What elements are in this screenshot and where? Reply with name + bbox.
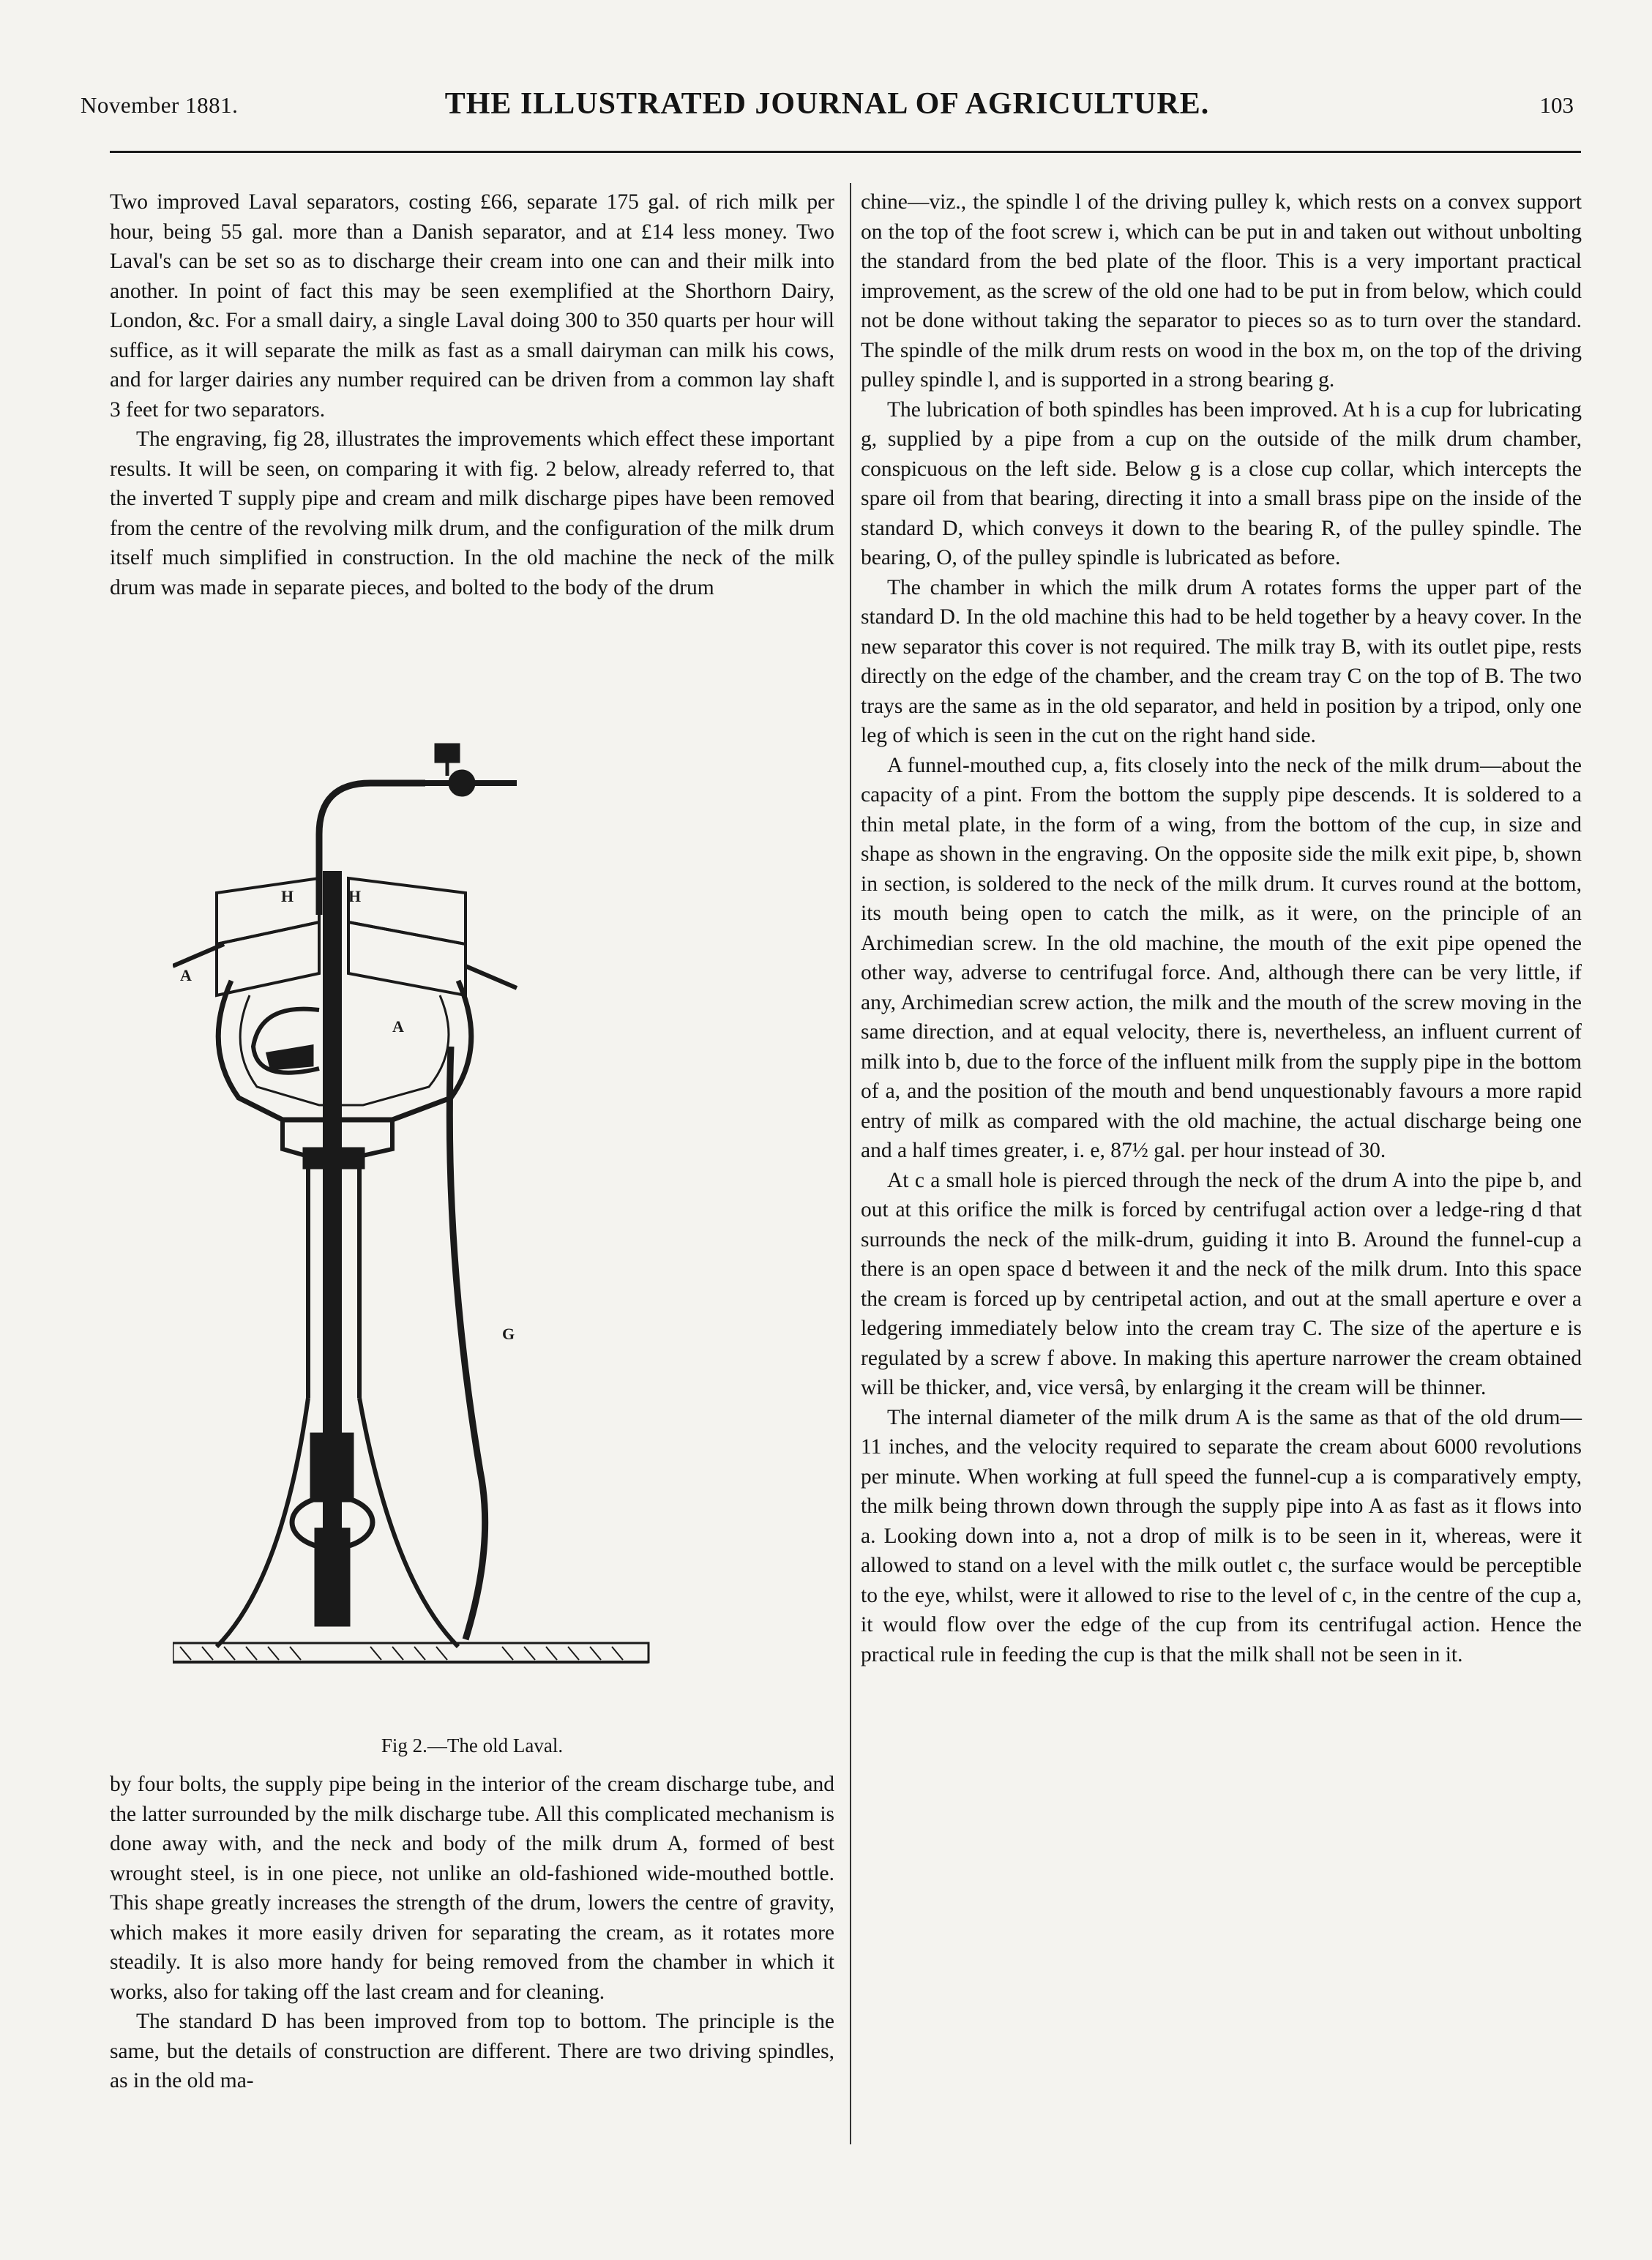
paragraph: At c a small hole is pierced through the neck of the drum A into the pipe b, and out at this orifice the milk is forced by centrifugal action over a ledge-ring d that surrounds the neck of the milk-drum, guiding it into B. Around the funnel-cup a there is an open space d between it and the neck of the milk drum. Into this space the cream is forced up by centripetal action, and out at the small aperture e over a ledgering immediately below into the cream tray C. The size of the aperture e is regulated by a screw f above. In making this aperture narrower the cream obtained will be thicker, and, vice versâ, by enlarging it the cream will be thinner. — [861, 1168, 1582, 1399]
paragraph: The internal diameter of the milk drum A is the same as that of the old drum—11 inches, and the velocity required to separate the cream about 6000 revolutions per minute. When working at full speed the funnel-cup a is comparatively empty, the milk being thrown down through the supply pipe into A as fast as it flows into a. Looking down into a, not a drop of milk is to be seen in it, whereas, were it allowed to stand on a level with the milk outlet c, the surface would be perceptible to the eye, whilst, were it allowed to rise to the level of c, in the centre of the cup a, it would flow over the edge of the cup from its centrifugal action. Hence the practical rule in feeding the cup is that the milk shall not be seen in it. — [861, 1405, 1582, 1666]
figure-label-g: G — [502, 1325, 515, 1343]
paragraph: The engraving, fig 28, illustrates the improvements which effect these important results. It will be seen, on comparing it with fig. 2 below, already referred to, that the inverted T supply pipe and cream and milk discharge pipes have been removed from the centre of the revolving milk drum, and the configuration of the milk drum itself much simplified in construction. In the old machine the neck of the milk drum was made in separate pieces, and bolted to the body of the drum — [110, 427, 834, 599]
paragraph: chine—viz., the spindle l of the driving pulley k, which rests on a convex support on the top of the foot screw i, which can be put in and taken out without unbolting the standard from the bed plate of the floor. This is a very important practical improvement, as the screw of the old one had to be put in from below, which could not be done without taking the separator to pieces so as to turn over the standard. The spindle of the milk drum rests on wood in the box m, on the top of the driving pulley spindle l, and is supported in a strong bearing g. — [861, 190, 1582, 392]
figure-caption: Fig 2.—The old Laval. — [381, 1735, 564, 1756]
paragraph: A funnel-mouthed cup, a, fits closely into the neck of the milk drum—about the capacity of a pint. From the bottom the supply pipe descends. It is soldered to a thin metal plate, in the form of a wing, from the bottom of the cup, in size and shape as shown in the engraving. On the opposite side the milk exit pipe, b, shown in section, is soldered to the neck of the milk drum. It curves round at the bottom, its mouth being open to catch the milk, as it were, on the principle of an Archimedian screw. In the old machine, the mouth of the exit pipe opened the other way, adverse to centrifugal force. And, although there can be very little, if any, Archimedian screw action, the milk and the mouth of the screw moving in the same direction, and at equal velocity, there is, nevertheless, an influent current of milk into b, due to the force of the influent milk from the supply pipe in the bottom of a, and the position of the mouth and bend unquestionably favours a more rapid entry of milk as compared with the old machine, the actual discharge being one and a half times greater, i. e, 87½ gal. per hour instead of 30. — [861, 753, 1582, 1162]
column-rule — [850, 183, 851, 2144]
paragraph: The chamber in which the milk drum A rotates forms the upper part of the standard D. In the old machine this had to be held together by a heavy cover. In the new separator this cover is not required. The milk tray B, with its outlet pipe, rests directly on the edge of the chamber, and the cream tray C on the top of B. The two trays are the same as in the old separator, and held in position by a tripod, only one leg of which is seen in the cut on the right hand side. — [861, 575, 1582, 747]
figure-label-a: A — [392, 1017, 404, 1036]
figure-label-h-right: H — [348, 887, 362, 905]
paragraph: The standard D has been improved from top to bottom. The principle is the same, but the details of construction are different. There are two driving spindles, as in the old ma- — [110, 2010, 834, 2092]
page-number: 103 — [1539, 92, 1574, 118]
paragraph: Two improved Laval separators, costing £66, separate 175 gal. of rich milk per hour, being 55 gal. more than a Danish separator, and at £14 less money. Two Laval's can be set so as to discharge their cream into one can and their milk into another. In point of fact this may be seen exemplified at the Shorthorn Dairy, London, &c. For a small dairy, a single Laval doing 300 to 350 quarts per hour will suffice, as it will separate the milk as fast as a small dairyman can milk his cows, and for larger dairies any number required can be driven from a common lay shaft 3 feet for two separators. — [110, 190, 834, 422]
left-column-top — [110, 187, 834, 602]
paragraph: by four bolts, the supply pipe being in the interior of the cream discharge tube, and the latter surrounded by the milk discharge tube. All this complicated mechanism is done away with, and the neck and body of the milk drum A, formed of best wrought steel, is in one piece, not unlike an old-fashioned wide-mouthed bottle. This shape greatly increases the strength of the drum, lowers the centre of gravity, which makes it more easily driven for separating the cream, as it rotates more steadily. It is also more handy for being removed from the chamber in which it works, also for taking off the last cream and for cleaning. — [110, 1773, 834, 2004]
paragraph: The lubrication of both spindles has been improved. At h is a cup for lubricating g, supplied by a pipe from a cup on the outside of the milk drum chamber, conspicuous on the left side. Below g is a close cup collar, which intercepts the spare oil from that bearing, directing it into a small brass pipe on the inside of the standard D, which conveys it down to the bearing R, of the pulley spindle. The bearing, O, of the pulley spindle is lubricated as before. — [861, 397, 1582, 569]
figure-label-a-left: A — [180, 966, 192, 984]
separator-engraving — [173, 739, 729, 1727]
journal-title: THE ILLUSTRATED JOURNAL OF AGRICULTURE. — [444, 87, 1210, 121]
left-column-bottom — [110, 1770, 834, 2096]
old-laval-separator-illustration — [173, 739, 729, 1727]
header-rule — [110, 151, 1581, 153]
header-date: November 1881. — [81, 92, 239, 118]
right-column — [861, 187, 1582, 1669]
figure-label-h: H — [281, 887, 294, 905]
running-header — [81, 86, 1574, 130]
